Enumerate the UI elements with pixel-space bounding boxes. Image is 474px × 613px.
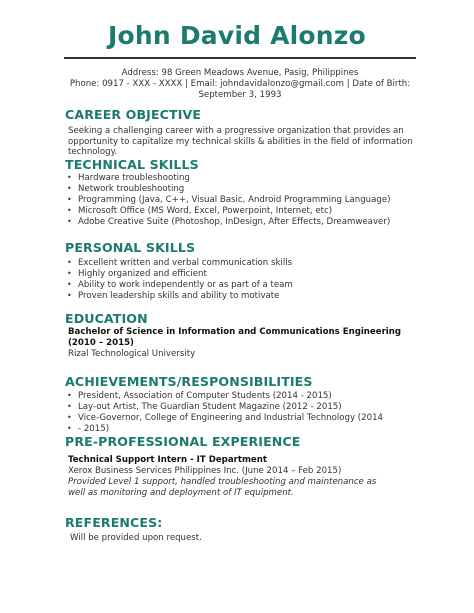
candidate-name: John David Alonzo [108, 21, 366, 50]
list-item: • Network troubleshooting [65, 184, 390, 195]
list-item: • Adobe Creative Suite (Photoshop, InDesign, After Effects, Dreamweaver) [65, 217, 390, 228]
list-item: • Ability to work independently or as part of a team [65, 280, 293, 291]
section-heading-references: REFERENCES: [65, 515, 163, 530]
section-heading-experience: PRE-PROFESSIONAL EXPERIENCE [65, 434, 301, 449]
personal-skills-list [65, 258, 293, 302]
list-item: • Proven leadership skills and ability to motivate [65, 291, 293, 302]
list-item: • Programming (Java, C++, Visual Basic, Android Programming Language) [65, 195, 390, 206]
list-item: • Excellent written and verbal communication skills [65, 258, 293, 269]
list-item: • Highly organized and efficient [65, 269, 293, 280]
education-years: (2010 – 2015) [68, 338, 134, 348]
section-heading-education: EDUCATION [65, 311, 148, 326]
address-line: Address: 98 Green Meadows Avenue, Pasig, Philippines [121, 68, 359, 78]
list-item: • Hardware troubleshooting [65, 173, 390, 184]
experience-description-line-1: Provided Level 1 support, handled troubleshooting and maintenance as [68, 477, 377, 487]
header-divider [64, 57, 416, 59]
section-heading-achievements: ACHIEVEMENTS/RESPONSIBILITIES [65, 374, 313, 389]
education-degree: Bachelor of Science in Information and Communications Engineering [68, 327, 402, 337]
list-item: • Vice-Governor, College of Engineering and Industrial Technology (2014 [65, 413, 383, 424]
list-item: • Lay-out Artist, The Guardian Student Magazine (2012 - 2015) [65, 402, 383, 413]
experience-description-line-2: well as monitoring and deployment of IT equipment. [68, 488, 294, 498]
contact-block [64, 68, 416, 100]
achievements-list [65, 391, 384, 434]
list-item: • President, Association of Computer Students (2014 - 2015) [65, 391, 383, 402]
experience-job-title: Technical Support Intern - IT Department [68, 455, 267, 465]
technical-skills-list [65, 173, 390, 228]
objective-text: Seeking a challenging career with a progressive organization that provides an opportunity to capitalize my technical skills & abilities in the field of information technology. [68, 126, 413, 158]
section-heading-personal-skills: PERSONAL SKILLS [65, 240, 196, 255]
list-item-continuation: • - 2015) [65, 424, 383, 431]
references-text: Will be provided upon request. [70, 533, 202, 543]
section-heading-objective: CAREER OBJECTIVE [65, 107, 202, 122]
section-heading-technical-skills: TECHNICAL SKILLS [65, 157, 199, 172]
birth-date: September 3, 1993 [198, 90, 282, 100]
phone-email-line: Phone: 0917 - XXX - XXXX | Email: johndavidalonzo@gmail.com | Date of Birth: [69, 79, 411, 89]
education-school: Rizal Technological University [68, 349, 196, 359]
list-item: • Microsoft Office (MS Word, Excel, Powerpoint, Internet, etc) [65, 206, 390, 217]
experience-company: Xerox Business Services Philippines Inc. (June 2014 – Feb 2015) [68, 466, 342, 476]
